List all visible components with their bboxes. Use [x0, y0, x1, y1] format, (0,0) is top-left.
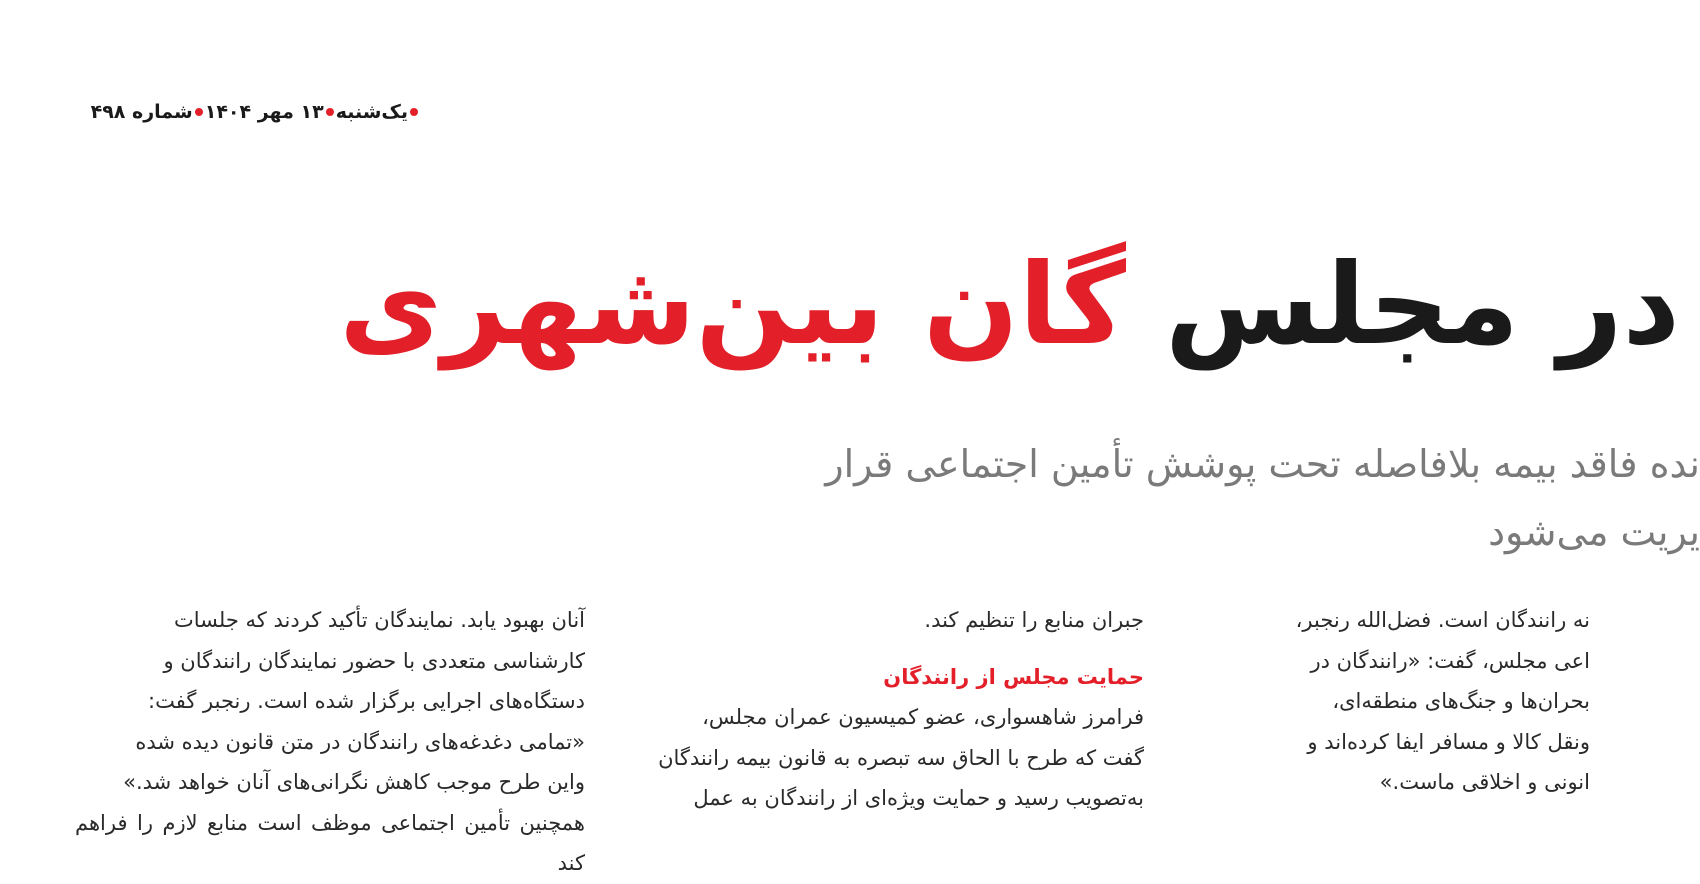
article-headline [339, 220, 1680, 390]
text-line: دستگاه‌های اجرایی برگزار شده است. رنجبر گفت: [148, 689, 585, 713]
article-subheadline [600, 430, 1700, 566]
text-line: انونی و اخلاقی ماست.» [1379, 770, 1590, 794]
headline-black-part: در مجلس [1164, 240, 1680, 370]
text-line: همچنین تأمین اجتماعی موظف است منابع لازم را فراهم کند [75, 810, 585, 875]
text-line: واین طرح موجب کاهش نگرانی‌های آنان خواهد شد.» [123, 770, 585, 794]
text-line: فرامرز شاهسواری، عضو کمیسیون عمران مجلس، [702, 705, 1144, 729]
subhead-line-1: نده فاقد بیمه بلافاصله تحت پوشش تأمین اجتماعی قرار [825, 442, 1700, 486]
text-line: آنان بهبود یابد. نمایندگان تأکید کردند که جلسات [174, 608, 585, 632]
bullet-dot-icon [410, 108, 418, 116]
issue-info-line [70, 94, 420, 130]
text-line: اعی مجلس، گفت: «رانندگان در [1310, 648, 1590, 673]
text-line: نه رانندگان است. فضل‌الله رنجبر، [1295, 608, 1590, 632]
bullet-dot-icon [326, 108, 334, 116]
text-line: ونقل کالا و مسافر ایفا کرده‌اند و [1307, 729, 1590, 754]
text-line: «تمامی دغدغه‌های رانندگان در متن قانون دیده شده [135, 729, 585, 754]
text-line: به‌تصویب رسید و حمایت ویژه‌ای از رانندگان به عمل [693, 786, 1144, 810]
column-left [75, 600, 585, 875]
text-line: گفت که طرح با الحاق سه تبصره به قانون بیمه رانندگان [658, 745, 1144, 770]
subhead-line-2: یریت می‌شود [1488, 510, 1700, 554]
column-middle [632, 600, 1144, 820]
headline-red-part: گان بین‌شهری [339, 240, 1126, 370]
text-line: کارشناسی متعددی با حضور نمایندگان رانندگان و [163, 648, 585, 673]
issue-day: یک‌شنبه [335, 101, 408, 123]
issue-number: شماره ۴۹۸ [90, 101, 193, 123]
section-title: حمایت مجلس از رانندگان [883, 664, 1144, 689]
bullet-dot-icon [195, 108, 203, 116]
issue-date: ۱۳ مهر ۱۴۰۴ [204, 101, 324, 123]
text-line: جبران منابع را تنظیم کند. [924, 608, 1144, 632]
text-line: بحران‌ها و جنگ‌های منطقه‌ای، [1332, 689, 1590, 713]
column-right [1190, 600, 1590, 800]
